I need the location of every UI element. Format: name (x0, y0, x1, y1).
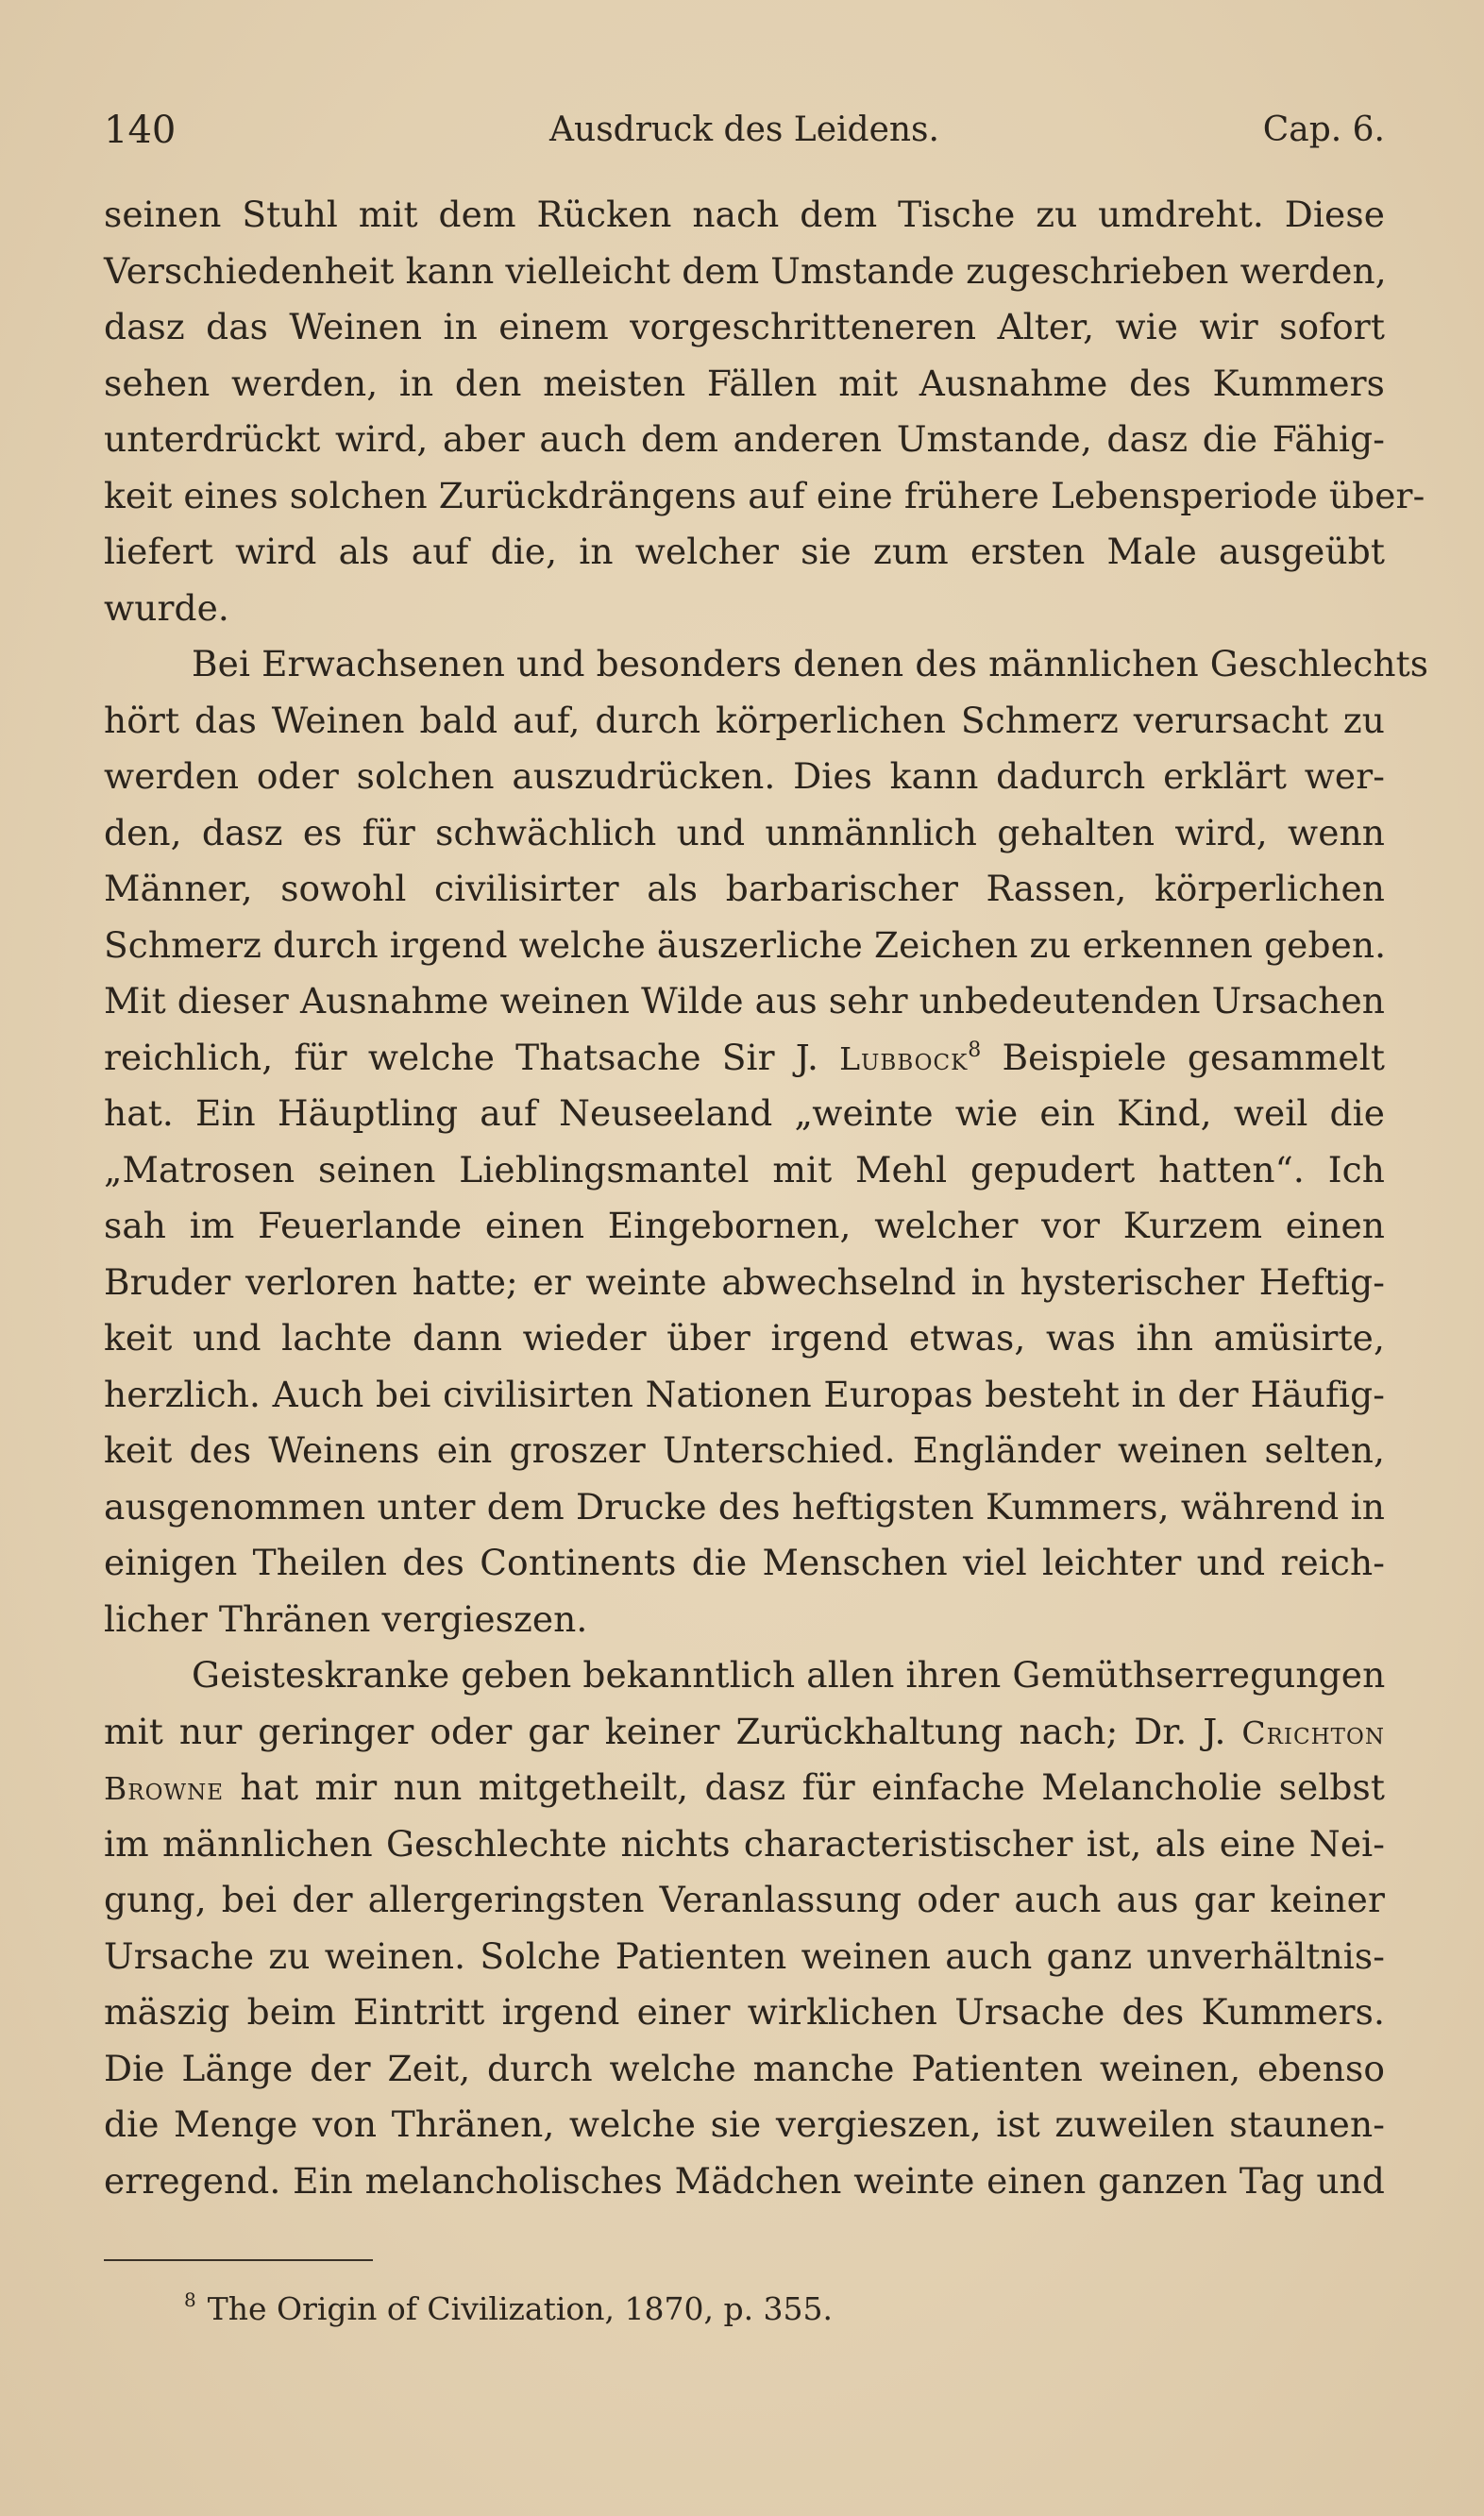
text-line: unterdrückt wird, aber auch dem anderen Umstande, dasz die Fähig- (104, 418, 1385, 460)
text-line: Verschiedenheit kann vielleicht dem Umstande zugeschrieben werden, (104, 249, 1387, 292)
text-run: Beispiele gesammelt (981, 1036, 1385, 1078)
text-line: Bruder verloren hatte; er weinte abwechselnd in hysterischer Heftig- (104, 1260, 1385, 1303)
text-line: Mit dieser Ausnahme weinen Wilde aus sehr unbedeutenden Ursachen (104, 980, 1386, 1022)
footnote-marker: 8 (184, 2288, 196, 2311)
page-number: 140 (104, 109, 177, 152)
text-line: hört das Weinen bald auf, durch körperlichen Schmerz verursacht zu (104, 699, 1385, 741)
footnote-text: The Origin of Civilization, 1870, p. 355. (207, 2290, 834, 2327)
text-line: „Matrosen seinen Lieblingsmantel mit Mehl gepudert hatten“. Ich (104, 1148, 1385, 1190)
text-run: reichlich, für welche Thatsache Sir J. (104, 1036, 840, 1078)
author-name-lubbock: Lubbock (839, 1039, 969, 1077)
text-line: im männlichen Geschlechte nichts characteristischer ist, als eine Nei- (104, 1822, 1385, 1865)
text-line: Geisteskranke geben bekanntlich allen ihren Gemüthserregungen (192, 1654, 1386, 1696)
text-line: Ursache zu weinen. Solche Patienten weinen auch ganz unverhältnis- (104, 1934, 1385, 1977)
text-line (104, 1030, 1385, 1087)
text-line: dasz das Weinen in einem vorgeschritteneren Alter, wie wir sofort (104, 306, 1385, 347)
text-line: gung, bei der allergeringsten Veranlassung oder auch aus gar keiner (104, 1879, 1385, 1920)
text-line: seinen Stuhl mit dem Rücken nach dem Tische zu umdreht. Diese (104, 194, 1385, 235)
text-line: liefert wird als auf die, in welcher sie zum ersten Male ausgeübt (104, 531, 1385, 572)
text-line: werden oder solchen auszudrücken. Dies kann dadurch erklärt wer- (104, 755, 1385, 797)
text-run: hat mir nun mitgetheilt, dasz für einfache Melancholie selbst (223, 1766, 1385, 1808)
text-line (104, 1704, 1385, 1761)
text-line (104, 1760, 1385, 1816)
page-header (104, 102, 1385, 159)
text-line: wurde. (104, 586, 229, 629)
text-line: Die Länge der Zeit, durch welche manche Patienten weinen, ebenso (104, 2047, 1385, 2089)
text-line: herzlich. Auch bei civilisirten Nationen Europas besteht in der Häufig- (104, 1373, 1385, 1415)
footnote-divider (104, 2259, 373, 2261)
author-name-browne: Browne (104, 1770, 224, 1807)
text-line: keit eines solchen Zurückdrängens auf eine frühere Lebensperiode über- (104, 474, 1425, 516)
text-run: mit nur geringer oder gar keiner Zurückhaltung nach; Dr. J. (104, 1710, 1242, 1752)
footnote-ref: 8 (968, 1038, 982, 1062)
running-title: Ausdruck des Leidens. (549, 110, 939, 149)
body-text (104, 187, 1429, 2209)
text-line: einigen Theilen des Continents die Menschen viel leichter und reich- (104, 1542, 1385, 1583)
text-line: Schmerz durch irgend welche äuszerliche Zeichen zu erkennen geben. (104, 923, 1387, 966)
text-line: sehen werden, in den meisten Fällen mit Ausnahme des Kummers (104, 362, 1385, 404)
text-line: den, dasz es für schwächlich und unmännlich gehalten wird, wenn (104, 811, 1385, 853)
text-line: Männer, sowohl civilisirter als barbarischer Rassen, körperlichen (104, 868, 1385, 909)
author-name-crichton: Crichton (1241, 1714, 1385, 1751)
text-line: hat. Ein Häuptling auf Neuseeland „weinte wie ein Kind, weil die (104, 1092, 1385, 1134)
text-line: licher Thränen vergieszen. (104, 1597, 588, 1640)
text-line: erregend. Ein melancholisches Mädchen weinte einen ganzen Tag und (104, 2159, 1385, 2202)
chapter-label: Cap. 6. (1262, 110, 1385, 149)
text-line: keit und lachte dann wieder über irgend etwas, was ihn amüsirte, (104, 1317, 1385, 1359)
text-line: Bei Erwachsenen und besonders denen des männlichen Geschlechts (192, 643, 1429, 684)
text-line: ausgenommen unter dem Drucke des heftigsten Kummers, während in (104, 1485, 1385, 1528)
text-line: sah im Feuerlande einen Eingebornen, welcher vor Kurzem einen (104, 1205, 1385, 1246)
text-line: die Menge von Thränen, welche sie vergieszen, ist zuweilen staunen- (104, 2103, 1385, 2145)
footnote (184, 2287, 833, 2332)
text-line: mäszig beim Eintritt irgend einer wirklichen Ursache des Kummers. (104, 1991, 1385, 2033)
text-line: keit des Weinens ein groszer Unterschied. Engländer weinen selten, (104, 1429, 1385, 1471)
